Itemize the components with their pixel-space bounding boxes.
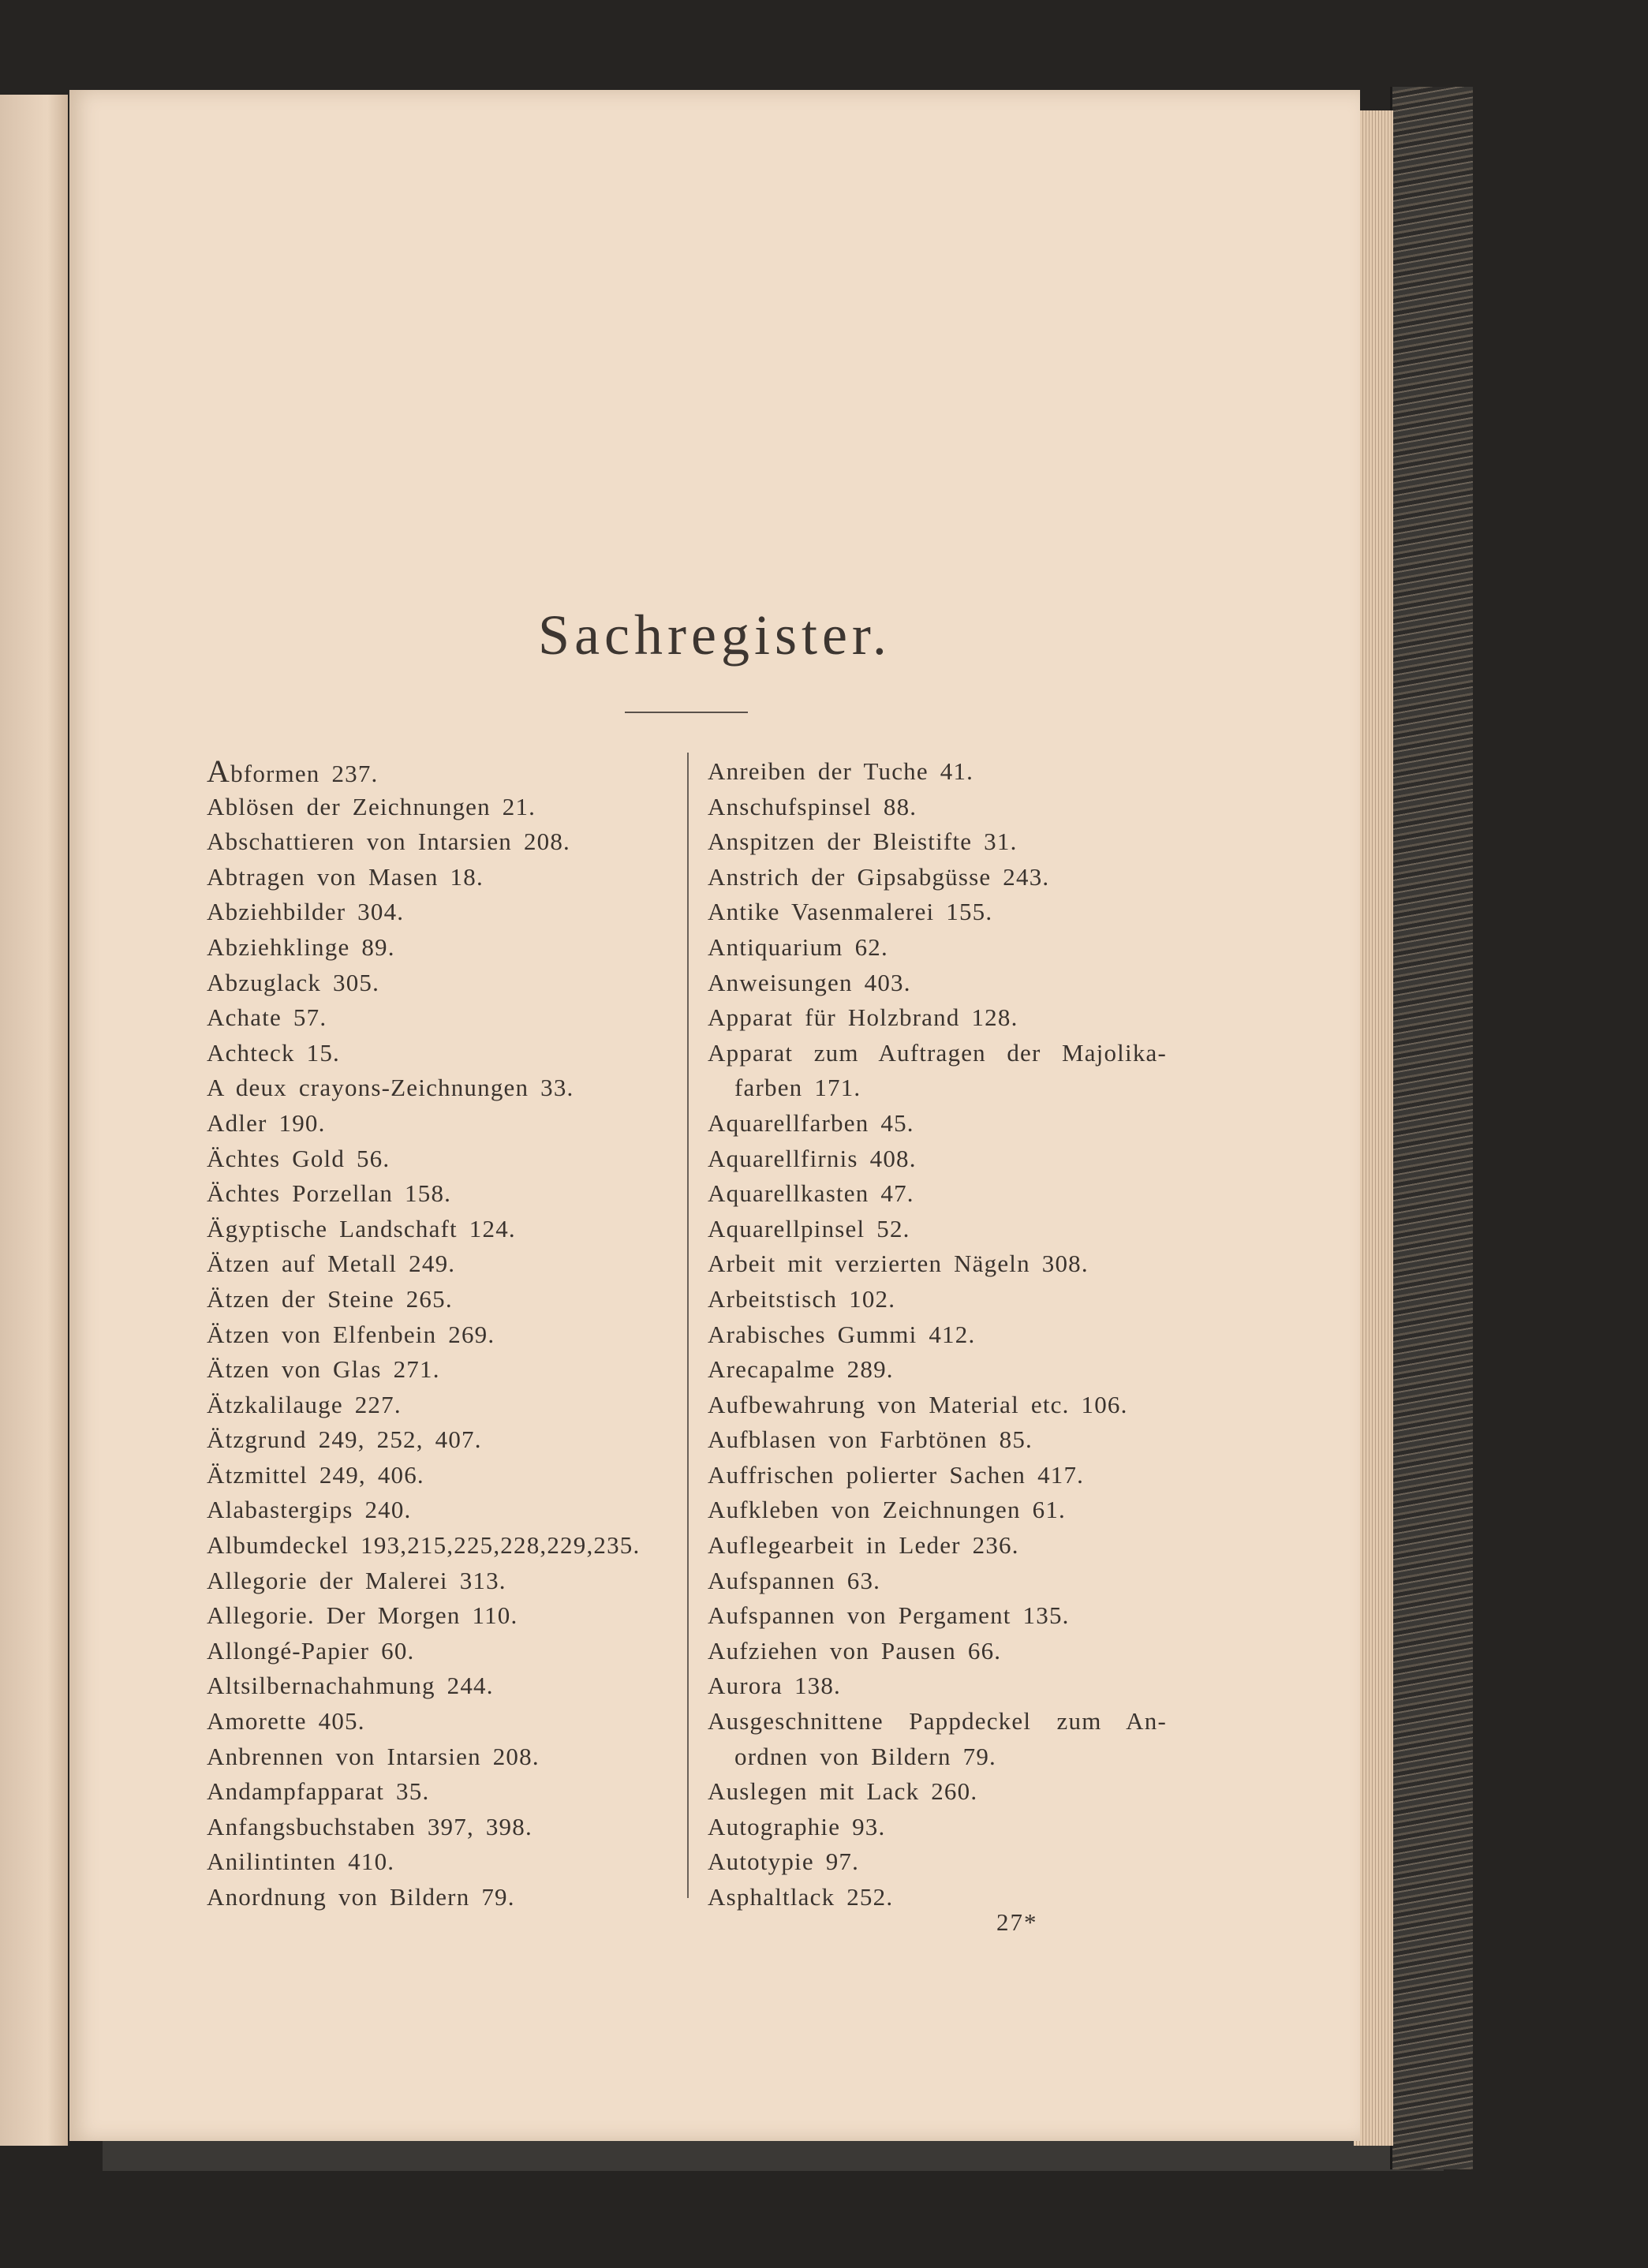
index-entry: Abschattieren von Intarsien 208.: [207, 828, 571, 856]
facing-page-edge: [0, 95, 68, 2146]
index-entry: Ägyptische Landschaft 124.: [207, 1214, 516, 1242]
index-entry: Allegorie. Der Morgen 110.: [207, 1601, 518, 1630]
index-entry: Aufspannen von Pergament 135.: [708, 1601, 1070, 1630]
index-entry: Auflegearbeit in Leder 236.: [708, 1531, 1019, 1560]
index-entry: Aquarellkasten 47.: [708, 1179, 914, 1208]
index-entry: Abtragen von Masen 18.: [207, 862, 484, 891]
index-entry: Anweisungen 403.: [708, 968, 911, 996]
index-entry: Aufspannen 63.: [708, 1566, 881, 1594]
index-entry: Arabisches Gummi 412.: [708, 1320, 976, 1348]
index-entry: Achate 57.: [207, 1003, 327, 1032]
index-entry: Anordnung von Bildern 79.: [207, 1883, 515, 1911]
index-entry: Ätzmittel 249, 406.: [207, 1460, 424, 1489]
index-entry: A deux crayons-Zeichnungen 33.: [207, 1074, 574, 1102]
index-entry: Anreiben der Tuche 41.: [708, 757, 974, 785]
index-entry: Aquarellpinsel 52.: [708, 1214, 910, 1242]
initial-letter: A: [207, 753, 231, 789]
index-entry: Ablösen der Zeichnungen 21.: [207, 792, 536, 820]
index-entry: Anilintinten 410.: [207, 1848, 395, 1876]
index-entry: Apparat zum Auftragen der Majolika-: [708, 1038, 1167, 1067]
index-entry: Auffrischen polierter Sachen 417.: [708, 1460, 1085, 1489]
index-entry: Anspitzen der Bleistifte 31.: [708, 828, 1018, 856]
page-number: 27*: [996, 1908, 1038, 1936]
index-entry: Amorette 405.: [207, 1707, 365, 1736]
index-entry: Abziehbilder 304.: [207, 898, 405, 926]
index-entry: Autotypie 97.: [708, 1848, 860, 1876]
index-entry: Achteck 15.: [207, 1038, 340, 1067]
index-entry: Arbeit mit verzierten Nägeln 308.: [708, 1250, 1089, 1278]
index-entry: Ätzgrund 249, 252, 407.: [207, 1425, 482, 1454]
index-entry: Ätzen von Glas 271.: [207, 1355, 440, 1384]
index-entry: Arecapalme 289.: [708, 1355, 894, 1384]
index-entry: Aquarellfarben 45.: [708, 1108, 914, 1137]
index-entry: Autographie 93.: [708, 1812, 886, 1840]
index-entry: Anschufspinsel 88.: [708, 792, 917, 820]
index-entry: Abformen 237.: [207, 753, 379, 789]
index-entry: Ätzen von Elfenbein 269.: [207, 1320, 495, 1348]
index-entry: Ächtes Porzellan 158.: [207, 1179, 452, 1208]
index-column-right: [708, 754, 1167, 1915]
index-entry: Abzuglack 305.: [207, 968, 380, 996]
index-entry: Allegorie der Malerei 313.: [207, 1566, 506, 1594]
index-entry: Aurora 138.: [708, 1672, 841, 1700]
index-entry: Ausgeschnittene Pappdeckel zum An-: [708, 1707, 1167, 1736]
index-entry: Abziehklinge 89.: [207, 932, 395, 961]
index-entry: Ächtes Gold 56.: [207, 1144, 391, 1172]
index-entry: Albumdeckel 193,215,225,228,229,235.: [207, 1531, 641, 1560]
index-entry: Alabastergips 240.: [207, 1496, 412, 1524]
index-entry: Ätzkalilauge 227.: [207, 1390, 402, 1418]
index-entry: Apparat für Holzbrand 128.: [708, 1003, 1018, 1032]
index-entry: Arbeitstisch 102.: [708, 1284, 896, 1313]
index-entry: Altsilbernachahmung 244.: [207, 1672, 494, 1700]
index-entry: Ätzen der Steine 265.: [207, 1284, 453, 1313]
page-title: Sachregister.: [538, 603, 891, 667]
index-entry: Antiquarium 62.: [708, 932, 888, 961]
index-entry-continuation: farben 171.: [734, 1074, 861, 1102]
book-cover-bottom: [103, 2139, 1444, 2171]
index-entry: Anstrich der Gipsabgüsse 243.: [708, 862, 1050, 891]
index-entry: Aufziehen von Pausen 66.: [708, 1636, 1002, 1665]
index-entry: Anfangsbuchstaben 397, 398.: [207, 1812, 533, 1840]
index-entry: Asphaltlack 252.: [708, 1883, 894, 1911]
index-entry: Allongé-Papier 60.: [207, 1636, 415, 1665]
index-entry: Auslegen mit Lack 260.: [708, 1777, 978, 1806]
index-entry: Adler 190.: [207, 1108, 326, 1137]
book-cover-marbled: [1390, 87, 1473, 2169]
index-entry-continuation: ordnen von Bildern 79.: [734, 1742, 996, 1770]
index-entry: Andampfapparat 35.: [207, 1777, 430, 1806]
index-entry: Aufblasen von Farbtönen 85.: [708, 1425, 1033, 1454]
index-entry: Ätzen auf Metall 249.: [207, 1250, 456, 1278]
index-entry: Antike Vasenmalerei 155.: [708, 898, 993, 926]
book-page: [69, 90, 1360, 2141]
index-entry: Aufbewahrung von Material etc. 106.: [708, 1390, 1128, 1418]
column-divider: [687, 753, 689, 1898]
index-entry: Anbrennen von Intarsien 208.: [207, 1742, 540, 1770]
index-entry: Aquarellfirnis 408.: [708, 1144, 917, 1172]
index-entry: Aufkleben von Zeichnungen 61.: [708, 1496, 1066, 1524]
title-rule: [625, 712, 748, 713]
index-column-left: [207, 754, 666, 1915]
